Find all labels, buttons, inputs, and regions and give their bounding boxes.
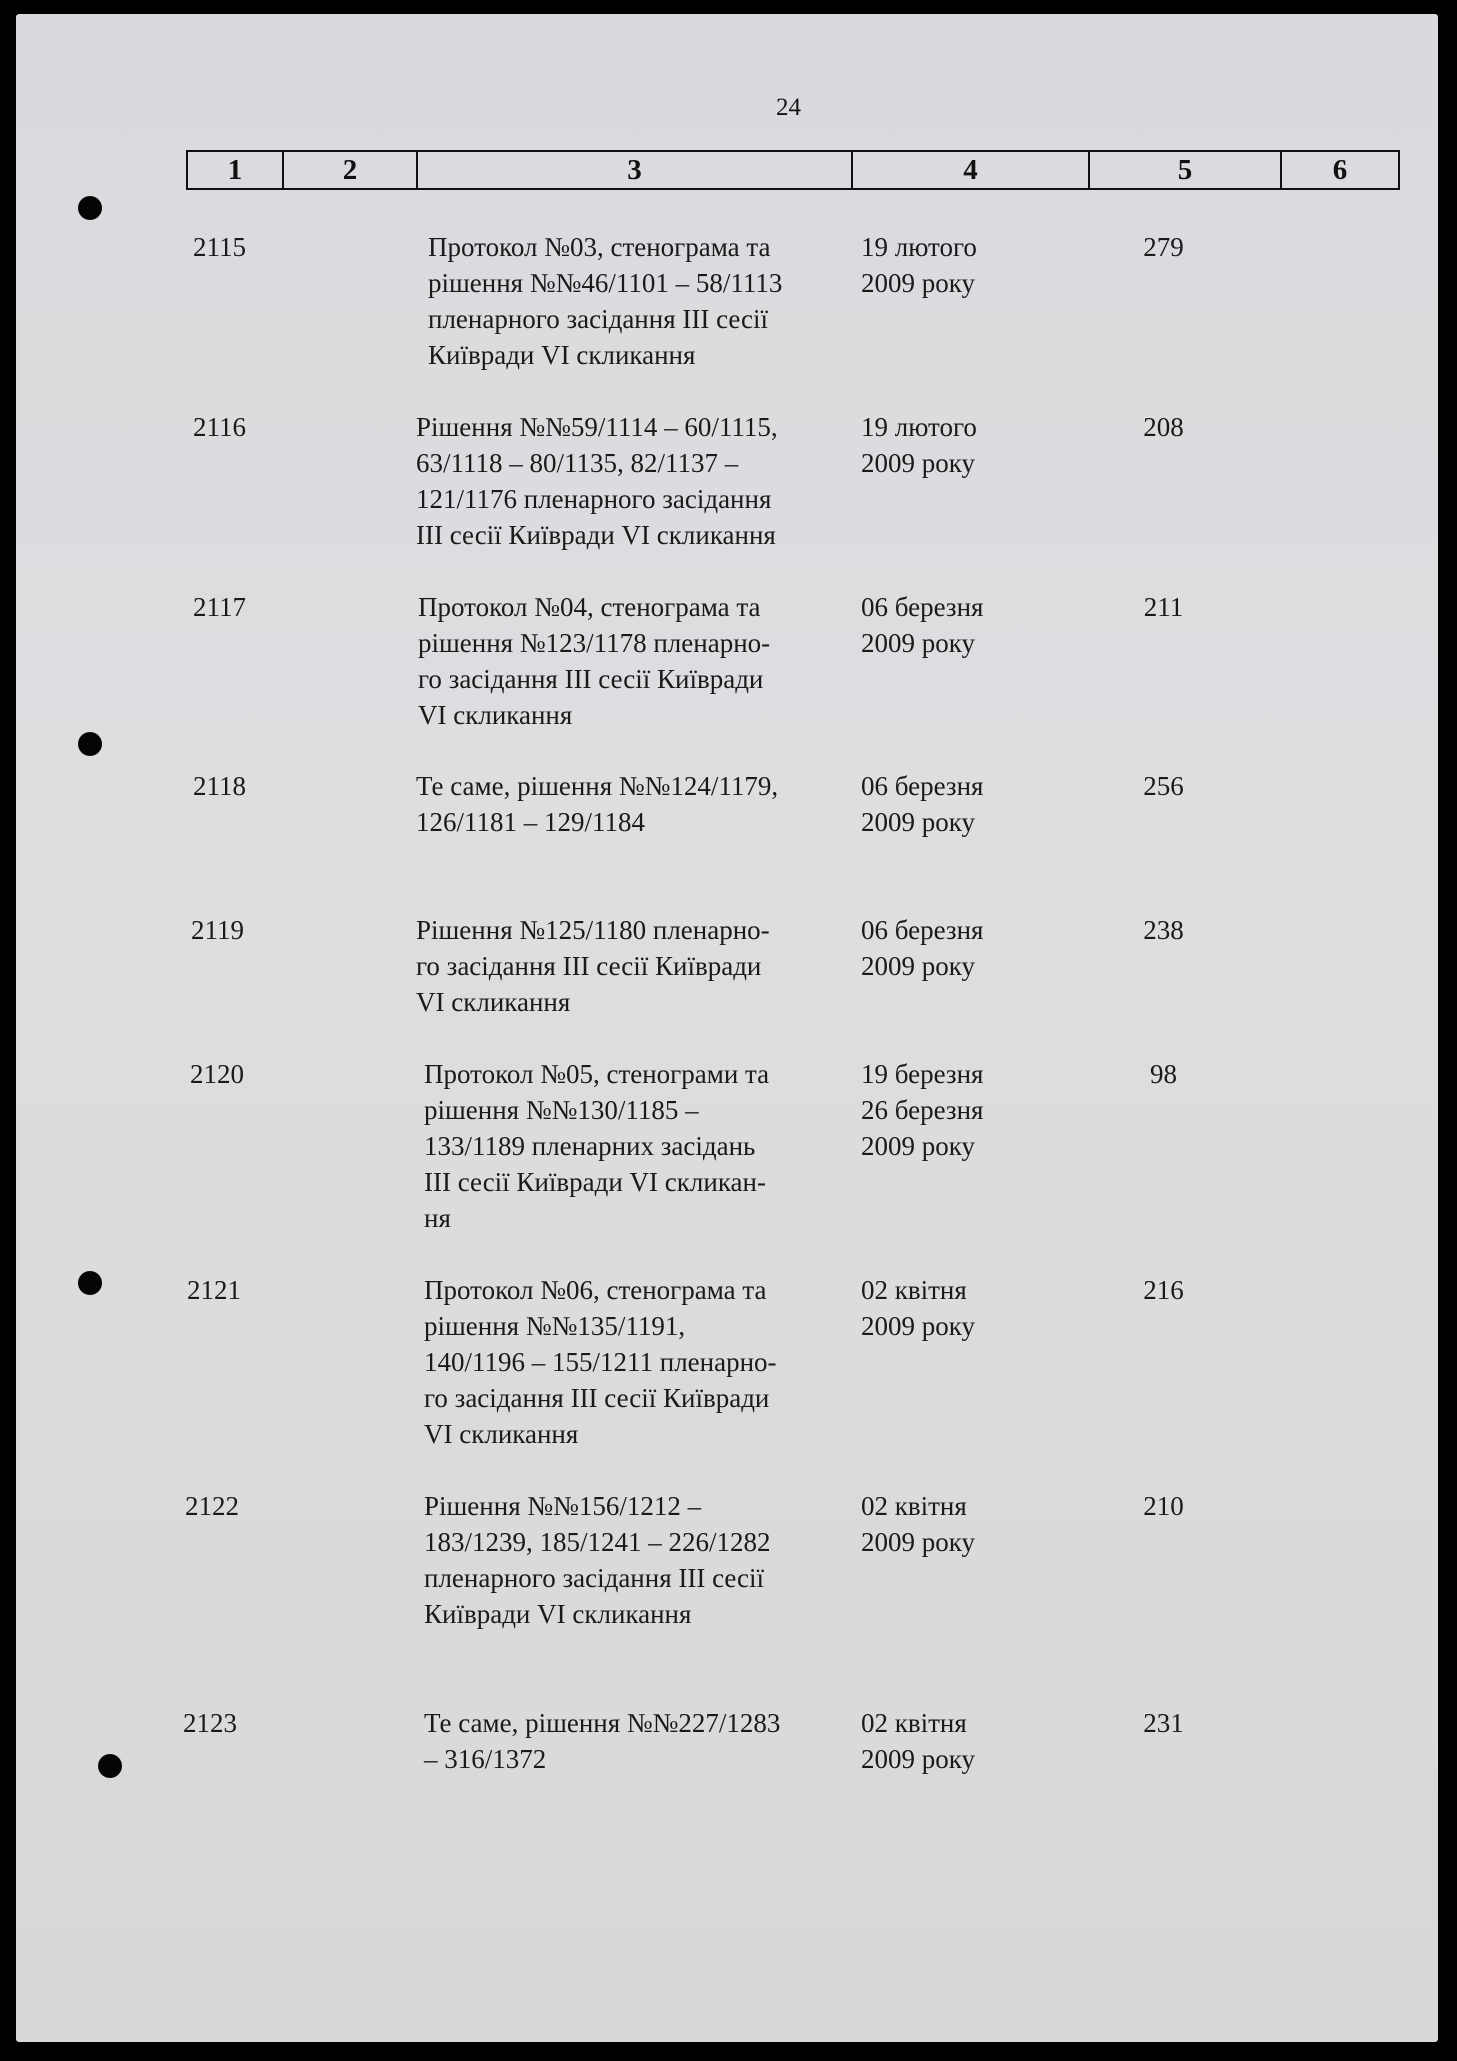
entry-sheet-count: 208 xyxy=(1143,412,1184,442)
entry-sheet-count: 279 xyxy=(1143,232,1184,262)
description-line: 183/1239, 185/1241 – 226/1282 xyxy=(424,1527,771,1557)
entry-number: 2123 xyxy=(183,1708,237,1738)
description-line: Протокол №03, стенограма та xyxy=(428,232,771,262)
date-line: 02 квітня xyxy=(861,1708,967,1738)
description-line: 63/1118 – 80/1135, 82/1137 – xyxy=(416,448,739,478)
description-line: го засідання ІІІ сесії Київради xyxy=(424,1383,770,1413)
description-line: 140/1196 – 155/1211 пленарно- xyxy=(424,1347,777,1377)
column-header: 3 xyxy=(418,152,853,188)
description-line: VІ скликання xyxy=(416,987,571,1017)
entry-date xyxy=(861,768,1051,840)
date-line: 2009 року xyxy=(861,1527,975,1557)
entry-description xyxy=(418,589,858,733)
entry-date xyxy=(861,912,1051,984)
description-line: го засідання ІІІ сесії Київради xyxy=(418,664,764,694)
entry-number: 2117 xyxy=(193,592,246,622)
entry-description xyxy=(428,229,868,373)
date-line: 2009 року xyxy=(861,807,975,837)
entry-number: 2119 xyxy=(191,915,244,945)
date-line: 06 березня xyxy=(861,592,984,622)
punch-hole xyxy=(78,1271,102,1295)
entry-date xyxy=(861,1056,1051,1164)
date-line: 2009 року xyxy=(861,268,975,298)
description-line: ня xyxy=(424,1203,451,1233)
description-line: 133/1189 пленарних засідань xyxy=(424,1131,756,1161)
entry-number: 2116 xyxy=(193,412,246,442)
column-header: 2 xyxy=(284,152,418,188)
description-line: 121/1176 пленарного засідання xyxy=(416,484,772,514)
description-line: рішення №№130/1185 – xyxy=(424,1095,699,1125)
date-line: 19 березня xyxy=(861,1059,984,1089)
entry-number: 2121 xyxy=(187,1275,241,1305)
entry-sheet-count: 238 xyxy=(1143,915,1184,945)
description-line: рішення №№135/1191, xyxy=(424,1311,686,1341)
description-line: VІ скликання xyxy=(424,1419,579,1449)
description-line: Протокол №04, стенограма та xyxy=(418,592,761,622)
date-line: 2009 року xyxy=(861,1311,975,1341)
column-header-row xyxy=(186,150,1400,190)
entry-number: 2118 xyxy=(193,771,246,801)
date-line: 06 березня xyxy=(861,915,984,945)
description-line: ІІІ сесії Київради VІ скликання xyxy=(416,520,776,550)
description-line: Рішення №125/1180 пленарно- xyxy=(416,915,770,945)
entry-sheet-count: 98 xyxy=(1150,1059,1177,1089)
description-line: рішення №123/1178 пленарно- xyxy=(418,628,771,658)
punch-hole xyxy=(78,732,102,756)
description-line: пленарного засідання ІІІ сесії xyxy=(424,1563,765,1593)
date-line: 19 лютого xyxy=(861,412,977,442)
document-page xyxy=(16,14,1438,2042)
date-line: 2009 року xyxy=(861,448,975,478)
column-header: 5 xyxy=(1090,152,1282,188)
entry-date xyxy=(861,409,1051,481)
description-line: ІІІ сесії Київради VІ скликан- xyxy=(424,1167,766,1197)
description-line: Рішення №№59/1114 – 60/1115, xyxy=(416,412,778,442)
description-line: Те саме, рішення №№227/1283 xyxy=(424,1708,781,1738)
entry-number: 2115 xyxy=(193,232,246,262)
entry-description xyxy=(424,1272,864,1452)
entry-sheet-count: 256 xyxy=(1143,771,1184,801)
entry-date xyxy=(861,1488,1051,1560)
column-header: 4 xyxy=(853,152,1090,188)
description-line: пленарного засідання ІІІ сесії xyxy=(428,304,769,334)
description-line: Те саме, рішення №№124/1179, xyxy=(416,771,779,801)
date-line: 02 квітня xyxy=(861,1491,967,1521)
date-line: 19 лютого xyxy=(861,232,977,262)
description-line: Рішення №№156/1212 – xyxy=(424,1491,702,1521)
date-line: 2009 року xyxy=(861,1744,975,1774)
page-number: 24 xyxy=(776,94,801,121)
entry-description xyxy=(424,1705,864,1777)
entry-sheet-count: 216 xyxy=(1143,1275,1184,1305)
entry-number: 2122 xyxy=(185,1491,239,1521)
entry-date xyxy=(861,229,1051,301)
date-line: 06 березня xyxy=(861,771,984,801)
date-line: 2009 року xyxy=(861,1131,975,1161)
entry-date xyxy=(861,589,1051,661)
date-line: 26 березня xyxy=(861,1095,984,1125)
entry-date xyxy=(861,1272,1051,1344)
entry-description xyxy=(424,1056,864,1236)
entry-number: 2120 xyxy=(190,1059,244,1089)
column-header: 1 xyxy=(188,152,284,188)
description-line: рішення №№46/1101 – 58/1113 xyxy=(428,268,783,298)
entry-sheet-count: 211 xyxy=(1143,592,1184,622)
entry-description xyxy=(424,1488,864,1632)
entry-sheet-count: 210 xyxy=(1143,1491,1184,1521)
punch-hole xyxy=(98,1754,122,1778)
description-line: Протокол №05, стенограми та xyxy=(424,1059,770,1089)
entry-description xyxy=(416,768,856,840)
description-line: VІ скликання xyxy=(418,700,573,730)
description-line: – 316/1372 xyxy=(424,1744,547,1774)
description-line: Протокол №06, стенограма та xyxy=(424,1275,767,1305)
description-line: Київради VІ скликання xyxy=(424,1599,692,1629)
punch-hole xyxy=(78,196,102,220)
column-header: 6 xyxy=(1332,153,1348,186)
description-line: Київради VІ скликання xyxy=(428,340,696,370)
description-line: го засідання ІІІ сесії Київради xyxy=(416,951,762,981)
entry-description xyxy=(416,409,856,553)
date-line: 02 квітня xyxy=(861,1275,967,1305)
date-line: 2009 року xyxy=(861,951,975,981)
date-line: 2009 року xyxy=(861,628,975,658)
entry-description xyxy=(416,912,856,1020)
entry-date xyxy=(861,1705,1051,1777)
entry-sheet-count: 231 xyxy=(1143,1708,1184,1738)
description-line: 126/1181 – 129/1184 xyxy=(416,807,645,837)
